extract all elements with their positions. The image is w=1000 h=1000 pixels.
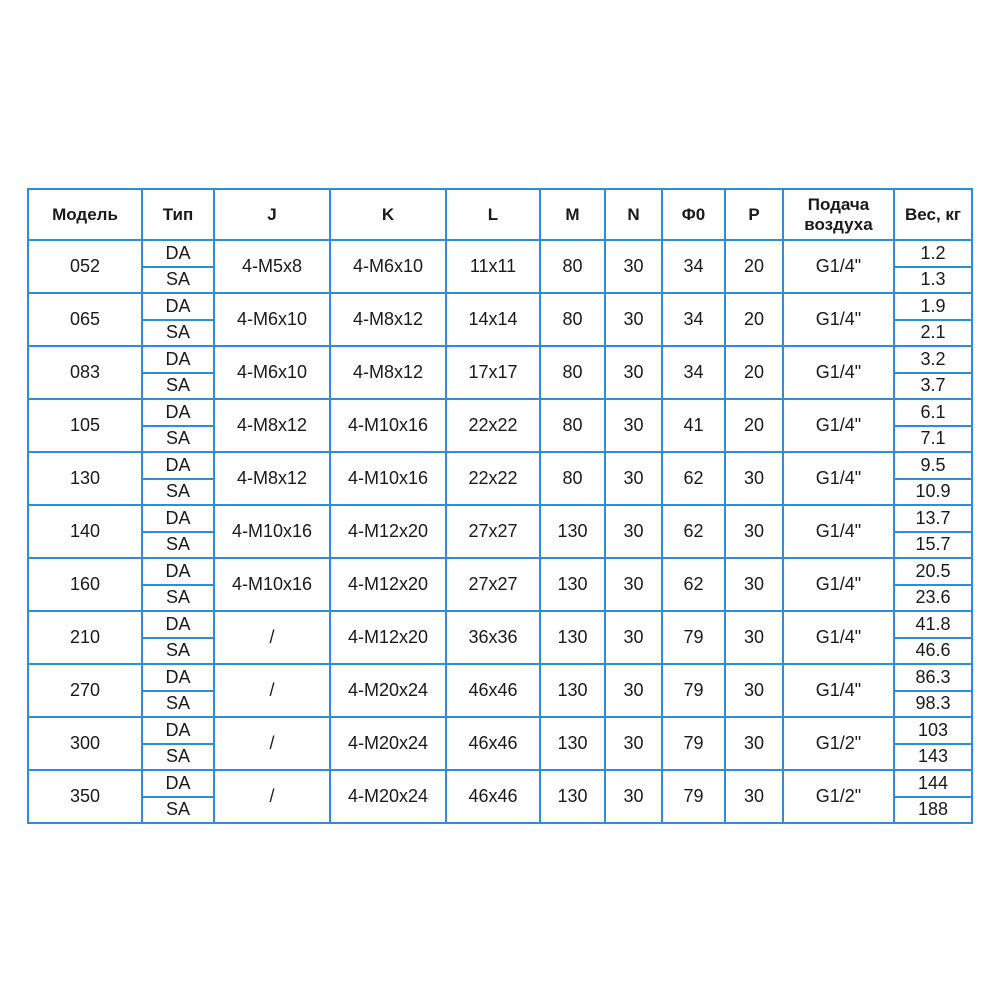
weight-cell: 13.7 <box>894 505 972 532</box>
weight-cell: 3.7 <box>894 373 972 400</box>
n-cell: 30 <box>605 452 662 505</box>
l-cell: 22x22 <box>446 452 540 505</box>
air-supply-cell: G1/4" <box>783 611 894 664</box>
model-cell: 300 <box>28 717 142 770</box>
p-cell: 30 <box>725 558 783 611</box>
weight-cell: 7.1 <box>894 426 972 453</box>
k-cell: 4-M20x24 <box>330 664 446 717</box>
p-cell: 20 <box>725 240 783 293</box>
type-cell: DA <box>142 240 214 267</box>
l-cell: 36x36 <box>446 611 540 664</box>
phi0-cell: 79 <box>662 717 725 770</box>
l-cell: 27x27 <box>446 558 540 611</box>
table-row <box>28 770 972 797</box>
n-cell: 30 <box>605 770 662 823</box>
air-supply-cell: G1/4" <box>783 452 894 505</box>
model-cell: 140 <box>28 505 142 558</box>
header-cell-m: M <box>540 189 605 240</box>
phi0-cell: 79 <box>662 770 725 823</box>
header-cell-l: L <box>446 189 540 240</box>
m-cell: 130 <box>540 505 605 558</box>
table-row <box>28 717 972 744</box>
model-cell: 210 <box>28 611 142 664</box>
weight-cell: 1.9 <box>894 293 972 320</box>
weight-cell: 15.7 <box>894 532 972 559</box>
weight-cell: 6.1 <box>894 399 972 426</box>
phi0-cell: 34 <box>662 346 725 399</box>
m-cell: 130 <box>540 717 605 770</box>
type-cell: SA <box>142 426 214 453</box>
k-cell: 4-M12x20 <box>330 505 446 558</box>
p-cell: 30 <box>725 770 783 823</box>
l-cell: 11x11 <box>446 240 540 293</box>
l-cell: 17x17 <box>446 346 540 399</box>
model-cell: 160 <box>28 558 142 611</box>
type-cell: SA <box>142 373 214 400</box>
m-cell: 130 <box>540 664 605 717</box>
table-row <box>28 293 972 320</box>
type-cell: SA <box>142 532 214 559</box>
m-cell: 130 <box>540 611 605 664</box>
type-cell: DA <box>142 717 214 744</box>
table-body <box>28 240 972 823</box>
table-row <box>28 240 972 267</box>
p-cell: 30 <box>725 717 783 770</box>
m-cell: 80 <box>540 293 605 346</box>
model-cell: 130 <box>28 452 142 505</box>
type-cell: SA <box>142 744 214 771</box>
type-cell: SA <box>142 320 214 347</box>
type-cell: DA <box>142 293 214 320</box>
k-cell: 4-M8x12 <box>330 293 446 346</box>
air-supply-cell: G1/4" <box>783 346 894 399</box>
l-cell: 27x27 <box>446 505 540 558</box>
weight-cell: 86.3 <box>894 664 972 691</box>
header-cell-weight: Вес, кг <box>894 189 972 240</box>
j-cell: / <box>214 717 330 770</box>
weight-cell: 1.3 <box>894 267 972 294</box>
weight-cell: 143 <box>894 744 972 771</box>
l-cell: 22x22 <box>446 399 540 452</box>
n-cell: 30 <box>605 717 662 770</box>
j-cell: / <box>214 770 330 823</box>
model-cell: 065 <box>28 293 142 346</box>
air-supply-cell: G1/4" <box>783 664 894 717</box>
weight-cell: 1.2 <box>894 240 972 267</box>
n-cell: 30 <box>605 611 662 664</box>
n-cell: 30 <box>605 240 662 293</box>
type-cell: DA <box>142 452 214 479</box>
p-cell: 30 <box>725 505 783 558</box>
header-cell-type: Тип <box>142 189 214 240</box>
phi0-cell: 34 <box>662 293 725 346</box>
table-row <box>28 664 972 691</box>
phi0-cell: 34 <box>662 240 725 293</box>
p-cell: 20 <box>725 293 783 346</box>
n-cell: 30 <box>605 346 662 399</box>
type-cell: SA <box>142 797 214 824</box>
model-cell: 083 <box>28 346 142 399</box>
p-cell: 20 <box>725 346 783 399</box>
n-cell: 30 <box>605 505 662 558</box>
type-cell: SA <box>142 638 214 665</box>
type-cell: DA <box>142 611 214 638</box>
weight-cell: 41.8 <box>894 611 972 638</box>
weight-cell: 20.5 <box>894 558 972 585</box>
type-cell: DA <box>142 346 214 373</box>
header-cell-model: Модель <box>28 189 142 240</box>
phi0-cell: 62 <box>662 558 725 611</box>
n-cell: 30 <box>605 664 662 717</box>
l-cell: 46x46 <box>446 770 540 823</box>
table-row <box>28 558 972 585</box>
l-cell: 14x14 <box>446 293 540 346</box>
header-cell-n: N <box>605 189 662 240</box>
type-cell: DA <box>142 664 214 691</box>
weight-cell: 23.6 <box>894 585 972 612</box>
type-cell: DA <box>142 399 214 426</box>
j-cell: 4-M6x10 <box>214 346 330 399</box>
m-cell: 80 <box>540 240 605 293</box>
type-cell: SA <box>142 585 214 612</box>
table-row <box>28 611 972 638</box>
table-row <box>28 346 972 373</box>
weight-cell: 3.2 <box>894 346 972 373</box>
air-supply-cell: G1/4" <box>783 399 894 452</box>
n-cell: 30 <box>605 293 662 346</box>
p-cell: 30 <box>725 452 783 505</box>
phi0-cell: 79 <box>662 664 725 717</box>
header-cell-air-supply: Подача воздуха <box>783 189 894 240</box>
p-cell: 30 <box>725 664 783 717</box>
type-cell: SA <box>142 479 214 506</box>
header-cell-j: J <box>214 189 330 240</box>
type-cell: SA <box>142 267 214 294</box>
phi0-cell: 41 <box>662 399 725 452</box>
j-cell: / <box>214 611 330 664</box>
weight-cell: 46.6 <box>894 638 972 665</box>
k-cell: 4-M6x10 <box>330 240 446 293</box>
phi0-cell: 62 <box>662 452 725 505</box>
m-cell: 80 <box>540 346 605 399</box>
header-cell-k: K <box>330 189 446 240</box>
type-cell: DA <box>142 558 214 585</box>
air-supply-cell: G1/4" <box>783 505 894 558</box>
model-cell: 052 <box>28 240 142 293</box>
phi0-cell: 79 <box>662 611 725 664</box>
weight-cell: 10.9 <box>894 479 972 506</box>
p-cell: 20 <box>725 399 783 452</box>
weight-cell: 144 <box>894 770 972 797</box>
k-cell: 4-M10x16 <box>330 399 446 452</box>
model-cell: 105 <box>28 399 142 452</box>
m-cell: 130 <box>540 558 605 611</box>
air-supply-cell: G1/4" <box>783 558 894 611</box>
weight-cell: 103 <box>894 717 972 744</box>
table-row <box>28 399 972 426</box>
k-cell: 4-M20x24 <box>330 717 446 770</box>
header-cell-phi0: Φ0 <box>662 189 725 240</box>
k-cell: 4-M8x12 <box>330 346 446 399</box>
weight-cell: 2.1 <box>894 320 972 347</box>
weight-cell: 188 <box>894 797 972 824</box>
j-cell: 4-M10x16 <box>214 505 330 558</box>
m-cell: 80 <box>540 399 605 452</box>
k-cell: 4-M20x24 <box>330 770 446 823</box>
type-cell: DA <box>142 505 214 532</box>
table-row <box>28 505 972 532</box>
weight-cell: 98.3 <box>894 691 972 718</box>
type-cell: SA <box>142 691 214 718</box>
j-cell: 4-M10x16 <box>214 558 330 611</box>
model-cell: 270 <box>28 664 142 717</box>
l-cell: 46x46 <box>446 717 540 770</box>
header-cell-p: P <box>725 189 783 240</box>
j-cell: 4-M8x12 <box>214 399 330 452</box>
j-cell: 4-M8x12 <box>214 452 330 505</box>
weight-cell: 9.5 <box>894 452 972 479</box>
air-supply-cell: G1/2" <box>783 770 894 823</box>
n-cell: 30 <box>605 558 662 611</box>
air-supply-cell: G1/4" <box>783 293 894 346</box>
air-supply-cell: G1/4" <box>783 240 894 293</box>
j-cell: 4-M5x8 <box>214 240 330 293</box>
k-cell: 4-M12x20 <box>330 558 446 611</box>
j-cell: 4-M6x10 <box>214 293 330 346</box>
m-cell: 80 <box>540 452 605 505</box>
m-cell: 130 <box>540 770 605 823</box>
table-row <box>28 452 972 479</box>
k-cell: 4-M12x20 <box>330 611 446 664</box>
p-cell: 30 <box>725 611 783 664</box>
j-cell: / <box>214 664 330 717</box>
l-cell: 46x46 <box>446 664 540 717</box>
k-cell: 4-M10x16 <box>330 452 446 505</box>
phi0-cell: 62 <box>662 505 725 558</box>
n-cell: 30 <box>605 399 662 452</box>
spec-table <box>27 188 973 824</box>
header-row <box>28 189 972 240</box>
air-supply-cell: G1/2" <box>783 717 894 770</box>
type-cell: DA <box>142 770 214 797</box>
model-cell: 350 <box>28 770 142 823</box>
